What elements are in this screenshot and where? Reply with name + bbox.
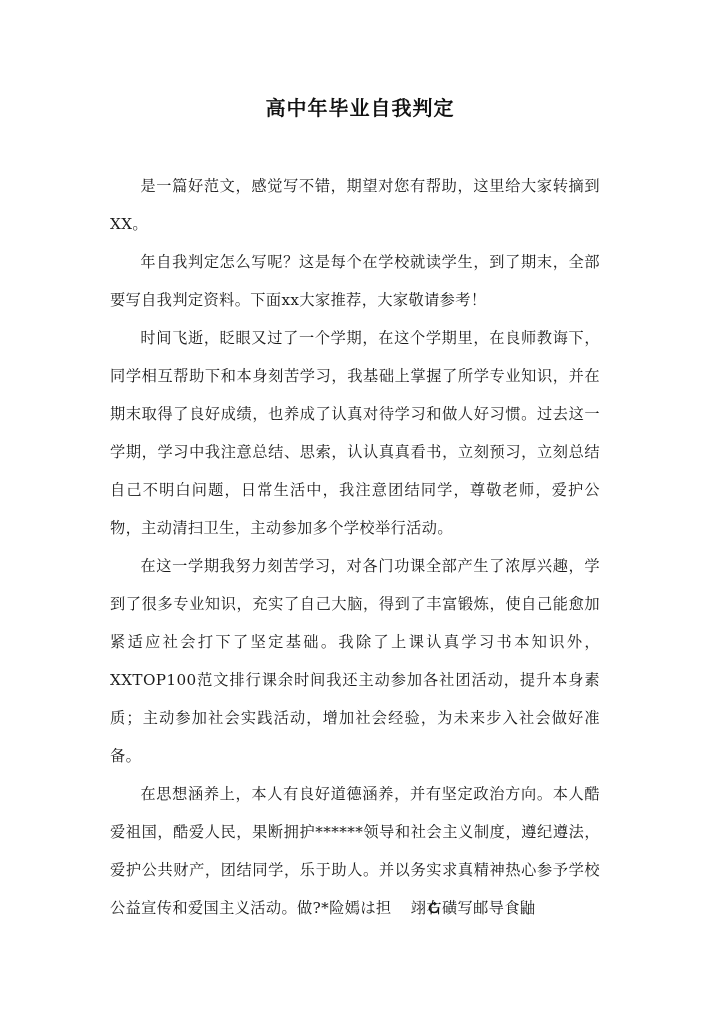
paragraph-5-start: 在思想涵养上，本人有良好道德涵养，并有坚定政治方向。本人酷爱祖国，酷爱人民，果断拥护******领导和社会主义制度，遵纪遵法，爱护公共财产，团结同学，乐于助人。并以务实求真精神热心参予学校公益宣传和爱国主义活动。做?*险嫣は担 [110, 785, 600, 917]
paragraph-5-end: 翊右磺写邮导食鼬 [410, 899, 536, 917]
document-body [110, 167, 600, 927]
paragraph-4: 在这一学期我努力刻苦学习，对各门功课全部产生了浓厚兴趣，学到了很多专业知识，充实了自己大脑，得到了丰富锻炼，使自己能愈加紧适应社会打下了坚定基础。我除了上课认真学习书本知识外，XXTOP100范文排行课余时间我还主动参加各社团活动，提升本身素质；主动参加社会实践活动，增加社会经验，为未来步入社会做好准备。 [110, 557, 600, 765]
paragraph-5 [110, 775, 600, 927]
document-title: 高中年毕业自我判定 [265, 96, 455, 120]
paragraph-3: 时间飞逝，眨眼又过了一个学期，在这个学期里，在良师教诲下，同学相互帮助下和本身刻苦学习，我基础上掌握了所学专业知识，并在期末取得了良好成绩，也养成了认真对待学习和做人好习惯。过去这一学期，学习中我注意总结、思索，认认真真看书，立刻预习，立刻总结自己不明白问题，日常生活中，我注意团结同学，尊敬老师，爱护公物，主动清扫卫生，主动参加多个学校举行活动。 [110, 329, 600, 537]
paragraph-2: 年自我判定怎么写呢？这是每个在学校就读学生，到了期末，全部要写自我判定资料。下面xx大家推荐，大家敬请参考！ [110, 253, 600, 309]
garbled-glyph-icon [397, 891, 411, 905]
paragraph-1: 是一篇好范文，感觉写不错，期望对您有帮助，这里给大家转摘到XX。 [110, 177, 600, 233]
